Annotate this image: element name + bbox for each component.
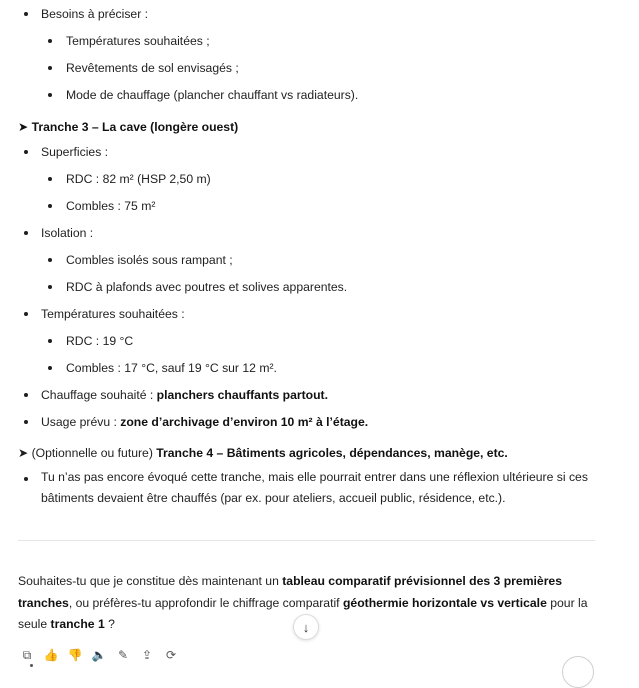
bullet xyxy=(48,177,52,181)
bullet xyxy=(48,204,52,208)
section-prefix: (Optionnelle ou future) xyxy=(31,446,157,460)
question-emphasis: tableau comparatif prévisionnel des 3 premières tranches xyxy=(18,574,562,610)
bullet xyxy=(24,393,28,397)
arrow-icon: ➤ xyxy=(18,120,29,134)
thumbs-down-icon[interactable]: 👎 xyxy=(67,648,83,662)
question-text: , ou préfères-tu approfondir le chiffrage comparatif xyxy=(68,595,343,610)
question-text: ? xyxy=(104,617,115,631)
list-item: Superficies : xyxy=(41,145,109,159)
item-value: planchers chauffants partout. xyxy=(156,388,328,402)
speaker-icon[interactable]: 🔈 xyxy=(91,648,107,662)
item-label: Chauffage souhaité : xyxy=(41,388,157,402)
share-icon[interactable]: ⇪ xyxy=(141,648,153,662)
bullet xyxy=(48,339,52,343)
list-item: Revêtements de sol envisagés ; xyxy=(66,61,239,75)
composer-dot xyxy=(30,664,33,667)
question-emphasis: géothermie horizontale vs verticale xyxy=(342,595,547,610)
bullet xyxy=(48,366,52,370)
list-item: RDC : 82 m² (HSP 2,50 m) xyxy=(66,172,211,186)
arrow-icon: ➤ xyxy=(18,446,29,460)
copy-icon[interactable]: ⧉ xyxy=(22,648,32,662)
bullet xyxy=(48,285,52,289)
list-item: Tu n’as pas encore évoqué cette tranche, mais elle pourrait entrer dans une réflexion ultérieure si ces bâtiments devaient être chauffés (par ex. pour ateliers, accueil public, résidence, etc.). xyxy=(41,470,588,505)
item-label: Usage prévu : xyxy=(41,415,121,429)
list-item: Combles isolés sous rampant ; xyxy=(66,253,233,267)
bullet xyxy=(24,231,28,235)
list-item xyxy=(41,388,328,402)
section-title: Tranche 4 – Bâtiments agricoles, dépendances, manège, etc. xyxy=(156,446,508,460)
list-item: RDC à plafonds avec poutres et solives apparentes. xyxy=(66,280,348,294)
arrow-down-icon: ↓ xyxy=(302,619,310,635)
scroll-to-bottom-button[interactable] xyxy=(293,614,319,640)
question-emphasis: tranche 1 xyxy=(50,617,105,631)
edit-icon[interactable]: ✎ xyxy=(117,648,129,662)
bullet xyxy=(48,66,52,70)
section-heading-tranche-4 xyxy=(18,446,508,460)
bullet xyxy=(48,39,52,43)
list-item: Besoins à préciser : xyxy=(41,7,149,21)
bullet xyxy=(24,312,28,316)
bullet xyxy=(24,150,28,154)
list-item: Isolation : xyxy=(41,226,94,240)
list-item: Températures souhaitées ; xyxy=(66,34,210,48)
list-item xyxy=(41,415,368,429)
question-text: Souhaites-tu que je constitue dès maintenant un xyxy=(18,574,283,588)
list-item: Combles : 75 m² xyxy=(66,199,156,213)
thumbs-up-icon[interactable]: 👍 xyxy=(43,648,59,662)
section-title: Tranche 3 – La cave (longère ouest) xyxy=(31,120,239,134)
message-actions-toolbar xyxy=(18,648,180,668)
section-heading-tranche-3 xyxy=(18,120,238,134)
divider xyxy=(18,540,595,541)
composer-action-button[interactable] xyxy=(562,656,594,688)
bullet xyxy=(24,12,28,16)
bullet xyxy=(24,420,28,424)
retry-icon[interactable]: ⟳ xyxy=(165,648,177,662)
list-item: RDC : 19 °C xyxy=(66,334,134,348)
bullet xyxy=(48,258,52,262)
item-value: zone d’archivage d’environ 10 m² à l’étage. xyxy=(120,415,369,429)
list-item: Mode de chauffage (plancher chauffant vs radiateurs). xyxy=(66,88,359,102)
question-text: pour la seule xyxy=(18,595,588,631)
list-item: Combles : 17 °C, sauf 19 °C sur 12 m². xyxy=(66,361,277,375)
bullet xyxy=(24,477,28,481)
bullet xyxy=(48,93,52,97)
list-item: Températures souhaitées : xyxy=(41,307,185,321)
